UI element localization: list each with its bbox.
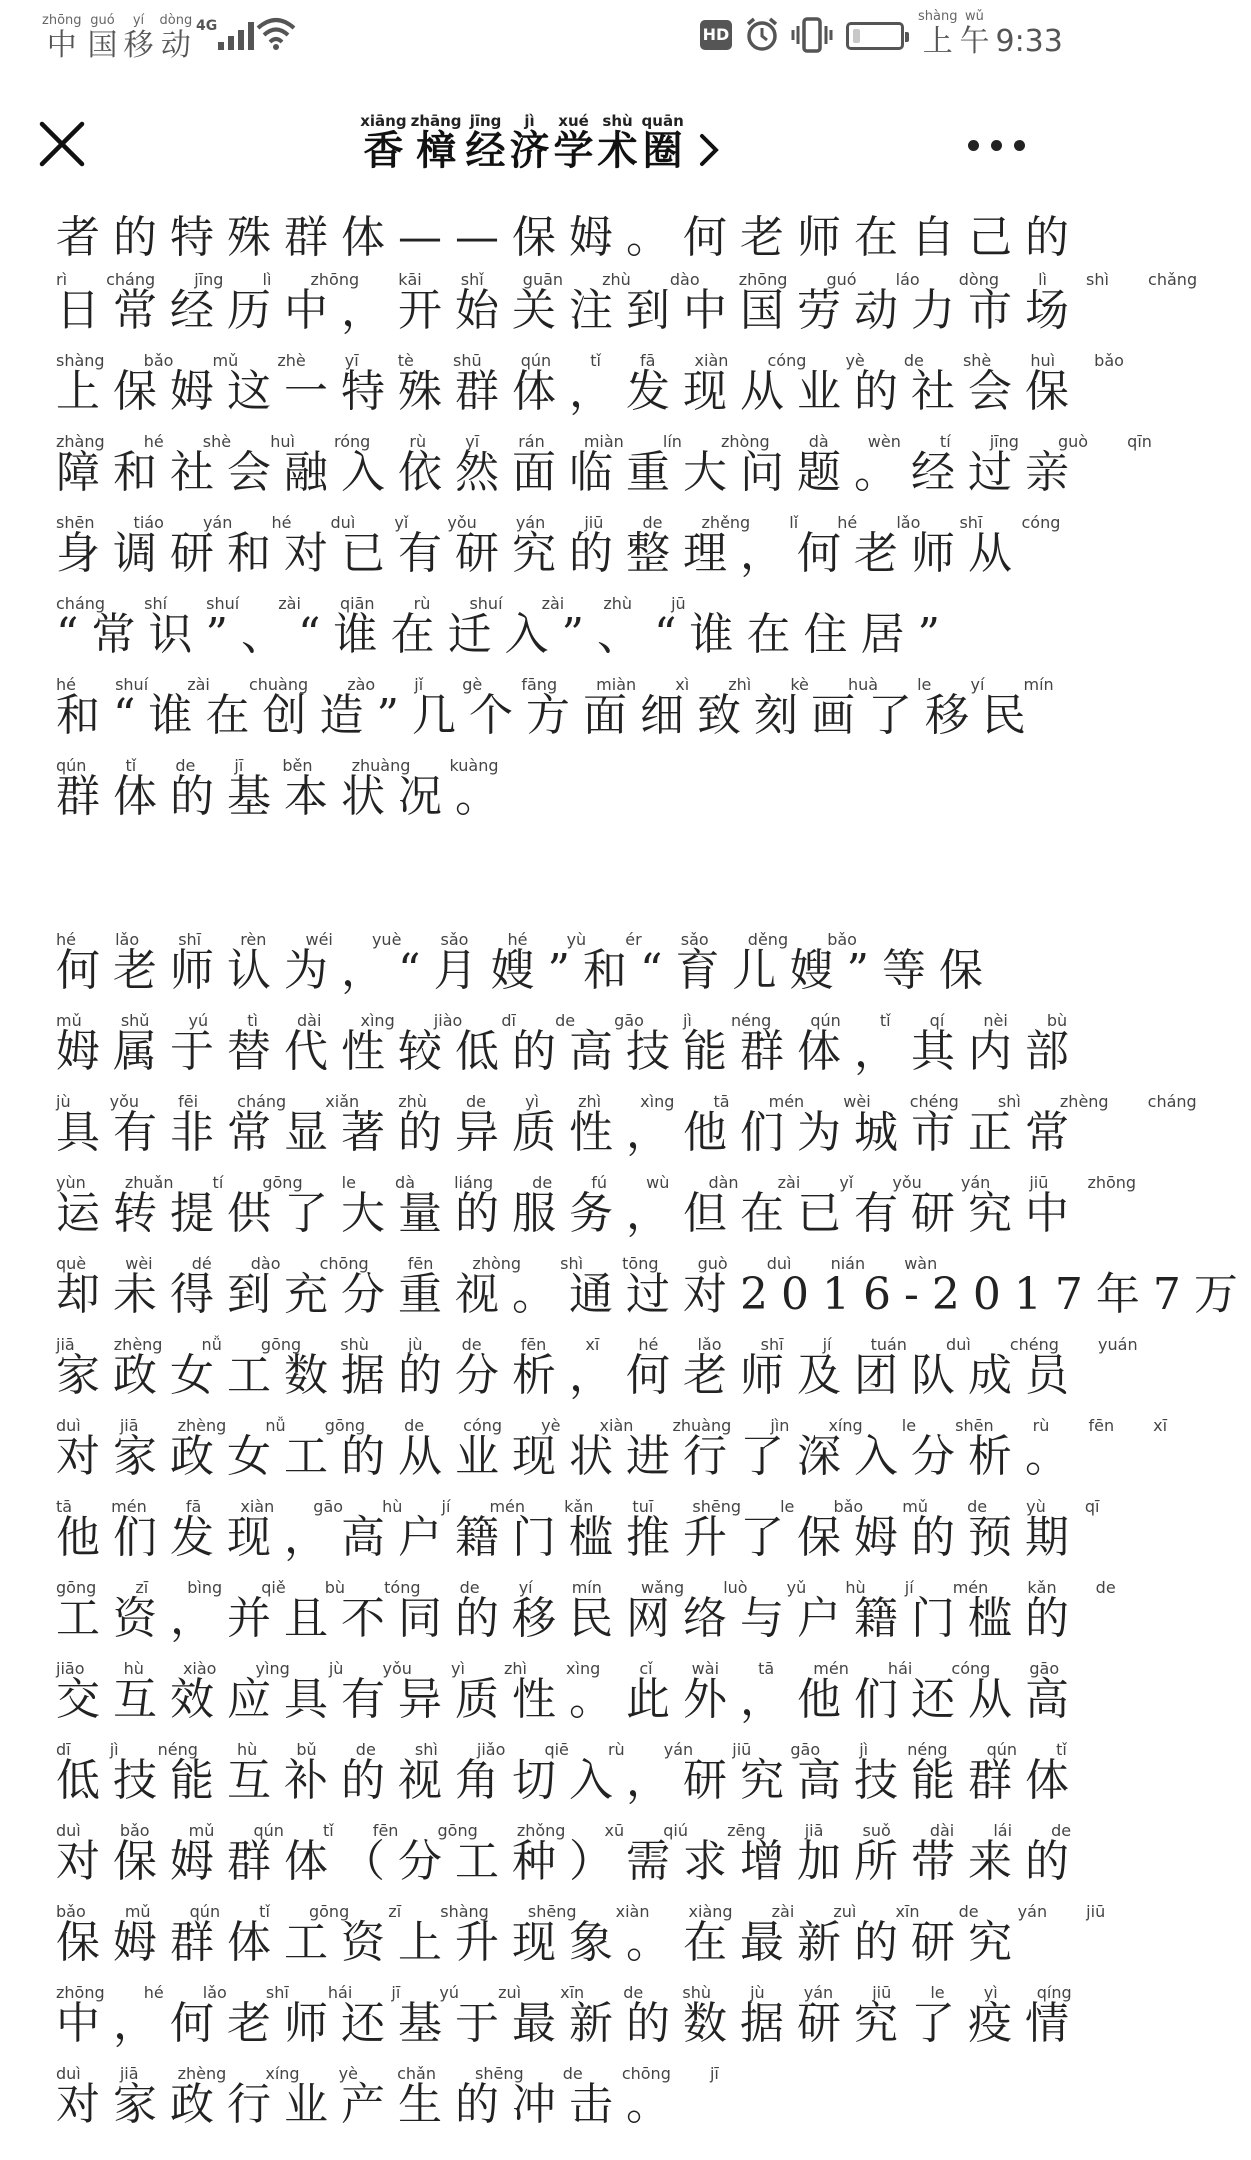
article-body <box>0 210 1251 2160</box>
article-line <box>56 1401 1168 1482</box>
article-text: 和“谁在创造”几个方面细致刻画了移民 <box>56 690 1039 741</box>
article-line <box>56 1644 1082 1725</box>
article-text: 具有非常显著的异质性，他们为城市正常 <box>56 1107 1082 1158</box>
title-char: xué 学 <box>553 112 594 174</box>
pinyin-annotation: què wèi dé dào chōng fēn zhòng shì tōng guò duì nián wàn <box>56 1254 938 1273</box>
vibrate-icon <box>790 16 834 54</box>
article-text: 工资，并且不同的移民网络与户籍门槛的 <box>56 1593 1082 1644</box>
article-text: 对家政女工的从业现状进行了深入分析。 <box>56 1431 1082 1482</box>
more-options-icon[interactable] <box>968 140 1025 151</box>
article-line <box>56 1968 1082 2049</box>
wifi-icon <box>256 16 296 50</box>
article-text: 障和社会融入依然面临重大问题。经过亲 <box>56 447 1082 498</box>
pinyin-annotation: duì jiā zhèng nǚ gōng de cóng yè xiàn zhuàng jìn xíng le shēn rù fēn xī <box>56 1416 1168 1435</box>
article-line <box>56 1239 1251 1320</box>
carrier-name <box>42 14 192 64</box>
battery-icon <box>846 22 904 50</box>
article-line <box>56 417 1152 498</box>
article-text: 低技能互补的视角切入，研究高技能群体 <box>56 1755 1082 1806</box>
pinyin-annotation: zhàng hé shè huì róng rù yī rán miàn lín zhòng dà wèn tí jīng guò qīn <box>56 432 1152 451</box>
article-text: 家政女工数据的分析，何老师及团队成员 <box>56 1350 1082 1401</box>
article-paragraph-2 <box>56 915 1251 2130</box>
clock <box>918 10 1063 60</box>
title-char: xiāng 香 <box>360 112 407 174</box>
article-line <box>56 1887 1106 1968</box>
article-text: 中，何老师还基于最新的数据研究了疫情 <box>56 1998 1082 2049</box>
account-title[interactable] <box>0 114 1080 174</box>
alarm-icon <box>744 16 780 52</box>
clock-time: 9:33 <box>995 24 1063 59</box>
carrier-char: dòng 动 <box>159 13 193 63</box>
article-line <box>56 1563 1116 1644</box>
pinyin-annotation: hé lǎo shī rèn wéi yuè sǎo hé yù ér sǎo děng bǎo <box>56 930 857 949</box>
article-line <box>56 915 1032 996</box>
pinyin-annotation: jù yǒu fēi cháng xiǎn zhù de yì zhì xìng tā mén wèi chéng shì zhèng cháng <box>56 1092 1197 1111</box>
article-line <box>56 498 1061 579</box>
pinyin-annotation: zhōng hé lǎo shī hái jī yú zuì xīn de shù jù yán jiū le yì qíng <box>56 1983 1072 2002</box>
article-line <box>56 255 1198 336</box>
article-line <box>56 1077 1197 1158</box>
article-text: 保姆群体工资上升现象。在最新的研究 <box>56 1917 1025 1968</box>
title-char: jì 济 <box>509 112 550 174</box>
article-line <box>56 1482 1100 1563</box>
carrier-char: yí 移 <box>123 13 154 63</box>
pinyin-annotation: hé shuí zài chuàng zào jǐ gè fāng miàn xì zhì kè huà le yí mín <box>56 675 1054 694</box>
pinyin-annotation: yùn zhuǎn tí gōng le dà liáng de fú wù dàn zài yǐ yǒu yán jiū zhōng <box>56 1173 1137 1192</box>
article-line <box>56 2049 1032 2130</box>
pinyin-annotation: mǔ shǔ yú tì dài xìng jiào dī de gāo jì néng qún tǐ qí nèi bù <box>56 1011 1068 1030</box>
article-line <box>56 579 1032 660</box>
signal-icon <box>218 20 254 50</box>
article-text: 上保姆这一特殊群体，发现从业的社会保 <box>56 366 1082 417</box>
carrier-char: guó 国 <box>87 13 118 63</box>
article-text: 运转提供了大量的服务，但在已有研究中 <box>56 1188 1082 1239</box>
article-line <box>56 1158 1137 1239</box>
pinyin-annotation: dī jì néng hù bǔ de shì jiǎo qiē rù yán jiū gāo jì néng qún tǐ <box>56 1740 1067 1759</box>
chevron-right-icon[interactable] <box>698 130 720 170</box>
title-char: shù 术 <box>597 112 638 174</box>
article-text: “常识”、“谁在迁入”、“谁在住居” <box>56 609 953 660</box>
article-line-partial: 者的特殊群体——保姆。何老师在自己的 <box>56 212 1082 263</box>
pinyin-annotation: bǎo mǔ qún tǐ gōng zī shàng shēng xiàn xiàng zài zuì xīn de yán jiū <box>56 1902 1106 1921</box>
status-bar <box>0 0 1080 80</box>
article-text: 日常经历中，开始关注到中国劳动力市场 <box>56 285 1082 336</box>
title-char: jīng 经 <box>465 112 506 174</box>
pinyin-annotation: duì jiā zhèng xíng yè chǎn shēng de chōng jī <box>56 2064 719 2083</box>
network-type: 4G <box>196 18 218 34</box>
title-char: zhāng 樟 <box>410 112 462 174</box>
article-text: 却未得到充分重视。通过对2016-2017年7万 <box>56 1269 1251 1320</box>
article-text: 姆属于替代性较低的高技能群体，其内部 <box>56 1026 1082 1077</box>
pinyin-annotation: duì bǎo mǔ qún tǐ fēn gōng zhǒng xū qiú zēng jiā suǒ dài lái de <box>56 1821 1072 1840</box>
pinyin-annotation: tā mén fā xiàn gāo hù jí mén kǎn tuī shēng le bǎo mǔ de yù qī <box>56 1497 1100 1516</box>
pinyin-annotation: cháng shí shuí zài qiān rù shuí zài zhù jū <box>56 594 686 613</box>
article-text: 对家政行业产生的冲击。 <box>56 2079 683 2130</box>
article-text: 身调研和对已有研究的整理，何老师从 <box>56 528 1025 579</box>
article-text: 何老师认为，“月嫂”和“育儿嫂”等保 <box>56 945 996 996</box>
article-text: 他们发现，高户籍门槛推升了保姆的预期 <box>56 1512 1082 1563</box>
article-text: 对保姆群体（分工种）需求增加所带来的 <box>56 1836 1082 1887</box>
article-line <box>56 1320 1138 1401</box>
hd-badge: HD <box>700 20 732 50</box>
article-text: 群体的基本状况。 <box>56 771 512 822</box>
article-line <box>56 1806 1082 1887</box>
time-prefix-char: wǔ 午 <box>959 9 990 59</box>
title-char: quān 圈 <box>641 112 684 174</box>
article-line <box>56 741 1032 822</box>
time-prefix-char: shàng 上 <box>918 9 958 59</box>
article-line <box>56 336 1124 417</box>
article-text: 交互效应具有异质性。此外，他们还从高 <box>56 1674 1082 1725</box>
pinyin-annotation: jiā zhèng nǚ gōng shù jù de fēn xī hé lǎo shī jí tuán duì chéng yuán <box>56 1335 1138 1354</box>
pinyin-annotation: shēn tiáo yán hé duì yǐ yǒu yán jiū de zhěng lǐ hé lǎo shī cóng <box>56 513 1061 532</box>
pinyin-annotation: rì cháng jīng lì zhōng kāi shǐ guān zhù dào zhōng guó láo dòng lì shì chǎng <box>56 270 1198 289</box>
pinyin-annotation: qún tǐ de jī běn zhuàng kuàng <box>56 756 499 775</box>
article-line <box>56 996 1082 1077</box>
carrier-char: zhōng 中 <box>42 13 82 63</box>
pinyin-annotation: gōng zī bìng qiě bù tóng de yí mín wǎng luò yǔ hù jí mén kǎn de <box>56 1578 1116 1597</box>
pinyin-annotation: shàng bǎo mǔ zhè yī tè shū qún tǐ fā xiàn cóng yè de shè huì bǎo <box>56 351 1124 370</box>
article-paragraph-1 <box>56 255 1198 822</box>
article-line <box>56 1725 1082 1806</box>
article-line <box>56 660 1054 741</box>
pinyin-annotation: jiāo hù xiào yìng jù yǒu yì zhì xìng cǐ wài tā mén hái cóng gāo <box>56 1659 1060 1678</box>
